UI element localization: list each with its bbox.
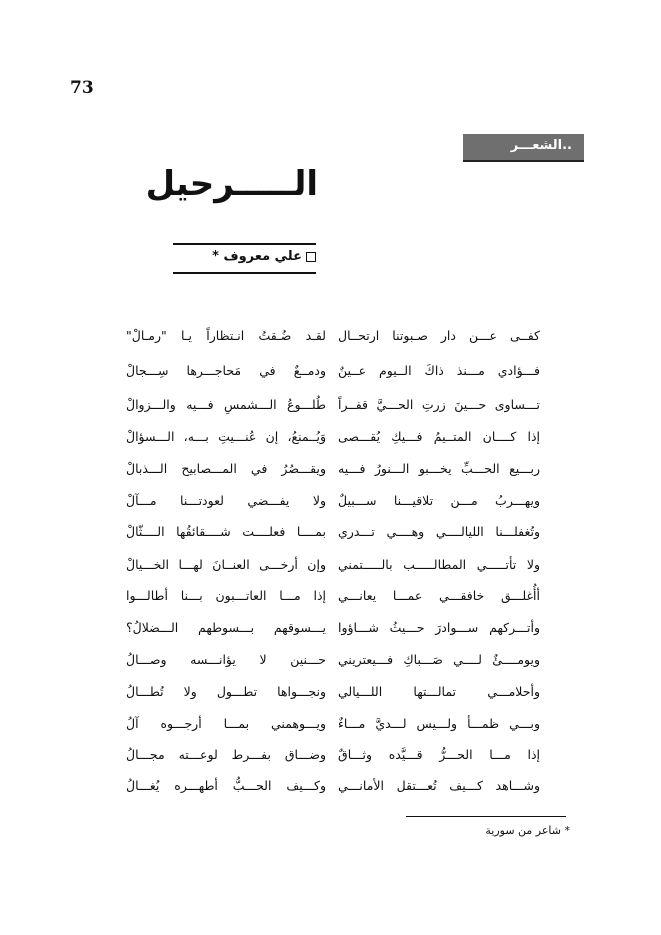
section-tab (463, 134, 584, 162)
verse-right: ربـــيع الحـــبِّ يخـــبو الـــنورُ فـــيه (338, 461, 540, 476)
section-label: الشعـــر.. (510, 138, 572, 153)
verse-left: وكـــيف الحـــبُّ أطهـــره يُغـــالُ (126, 778, 326, 793)
verse-left: ويقـــصُرُ في المـــصابيح الـــذبالْ (126, 461, 326, 476)
verse-left: ونجـــواها تطـــول ولا تُطـــالُ (126, 684, 326, 699)
author-name: علي معروف * (212, 249, 302, 264)
verse-left: بمــــا فعلــــت شــــقائقُها الــــثّالْ (126, 524, 326, 539)
verse-right: فـــؤادي مـــنذ ذاكَ الــيوم عــينٌ (338, 363, 540, 378)
verse-left: وَيُــمنعُ، إن عُنـــيتِ بـــه، الـــسؤالْ (126, 429, 326, 444)
verse-left: يـــسوقهم بـــسوطهم الـــضلالُ؟ (126, 620, 326, 635)
verse-left: ودمــعٌ في مَحاجـــرها سِـــجالْ (126, 363, 326, 378)
verse-right: وشـــاهد كـــيف تُعـــتقل الأمانـــي (338, 778, 540, 793)
footnote-divider (406, 816, 566, 817)
author-block (173, 243, 316, 274)
verse-left: ويـــوهمني بمـــا أرجـــوه آلُ (126, 716, 326, 731)
verse-right: ويومــــئٌ لــــي صَـــباكِ فـــيعتريني (338, 652, 540, 667)
verse-right: ويهـــربُ مـــن تلاقيـــنا ســـبيلٌ (338, 493, 540, 508)
verse-right: أأُغلـــق خافقـــي عمـــا يعانـــي (338, 588, 540, 603)
verse-right: ولا تأتـــــي المطالـــــب بالـــــتمني (338, 557, 540, 572)
verse-left: طُلـــوعُ الـــشمسِ فـــيه والـــزوالْ (126, 397, 326, 412)
verse-right: وتُغفلـــنا الليالــــي وهــــي تـــدري (338, 524, 540, 539)
page-number: 73 (70, 78, 94, 98)
verse-right: وأحلامـــي تمالـــتها اللـــيالي (338, 684, 540, 699)
verse-right: كفــى عـــن دار صـبوتنا ارتحــال (338, 328, 540, 343)
footnote-marker: * (564, 824, 570, 837)
verse-left: وضـــاق بفـــرط لوعـــته مجـــالُ (126, 747, 326, 762)
verse-right: تـــساوى حـــينَ زرتِ الحـــيَّ قفــراً (338, 397, 540, 412)
verse-right: إذا كــــان المتــيمُ فـــيكِ يُقـــصى (338, 429, 540, 444)
verse-left: إذا مـــا العاتـــبون بـــنا أطالـــوا (126, 588, 326, 603)
verse-right: إذا مـــا الحـــرُّ قـــيَّده وثـــاقٌ (338, 747, 540, 762)
poem-title: الـــــرحيل (145, 164, 318, 204)
verse-left: ولا يفـــضي لعودتـــنا مـــآلْ (126, 493, 326, 508)
verse-right: وبـــي ظمـــأ ولـــيس لـــديَّ مـــاءٌ (338, 716, 540, 731)
footnote-text: شاعر من سورية (485, 824, 561, 837)
verse-left: وإن أرخـــى العنــانَ لهـــا الخـــيالْ (126, 557, 326, 572)
verse-left: لقـد ضُـقتُ انـتظاراً يـا "رمـالْ" (126, 328, 326, 343)
verse-right: وأتـــركهم ســـوادرَ حـــيثُ شـــاؤوا (338, 620, 540, 635)
square-bullet-icon (306, 252, 316, 262)
verse-left: حـــنين لا يؤانـــسه وصـــالُ (126, 652, 326, 667)
footnote (460, 824, 570, 837)
